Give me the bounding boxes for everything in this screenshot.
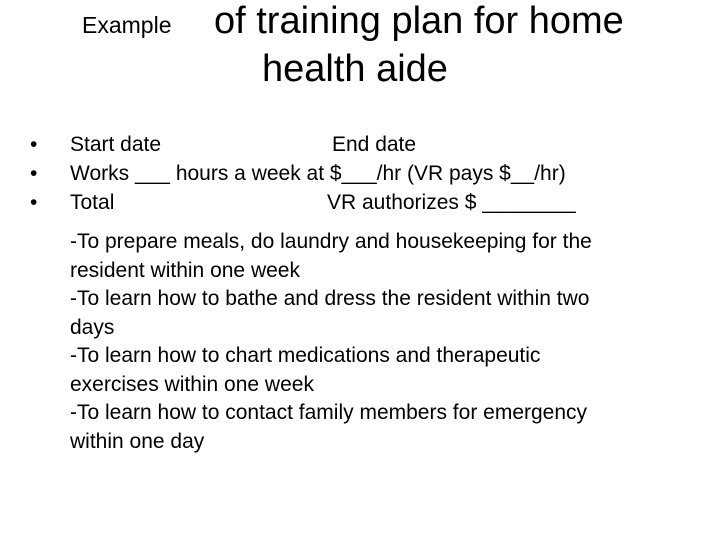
title-line-1: of training plan for home bbox=[214, 0, 624, 42]
goal-line: exercises within one week bbox=[70, 372, 314, 396]
end-date-label: End date bbox=[332, 133, 417, 156]
goal-line: -To learn how to chart medications and therapeutic bbox=[70, 344, 541, 367]
total-label: Total bbox=[70, 191, 115, 214]
slide-title bbox=[0, 0, 720, 100]
goal-line: -To learn how to contact family members for emergency bbox=[70, 401, 588, 424]
works-hours-text: Works ___ hours a week at $___/hr (VR pays $__/hr) bbox=[70, 162, 566, 185]
title-line-2: health aide bbox=[262, 48, 448, 90]
bullet-marker: • bbox=[30, 191, 38, 214]
bullet-item-works bbox=[30, 159, 690, 188]
bullet-list bbox=[30, 130, 690, 217]
goal-line: within one day bbox=[70, 429, 205, 453]
goal-line: -To prepare meals, do laundry and housekeeping for the bbox=[70, 230, 592, 253]
bullet-item-dates bbox=[30, 130, 690, 159]
goal-line: days bbox=[70, 315, 115, 339]
bullet-marker: • bbox=[30, 162, 38, 185]
vr-authorizes-text: VR authorizes $ ________ bbox=[327, 191, 576, 214]
title-prefix: Example bbox=[82, 12, 172, 38]
start-date-label: Start date bbox=[70, 133, 162, 156]
bullet-item-total bbox=[30, 188, 690, 217]
bullet-marker: • bbox=[30, 133, 38, 156]
goal-line: -To learn how to bathe and dress the resident within two bbox=[70, 287, 590, 310]
training-goals bbox=[70, 228, 680, 456]
goal-line: resident within one week bbox=[70, 258, 300, 282]
